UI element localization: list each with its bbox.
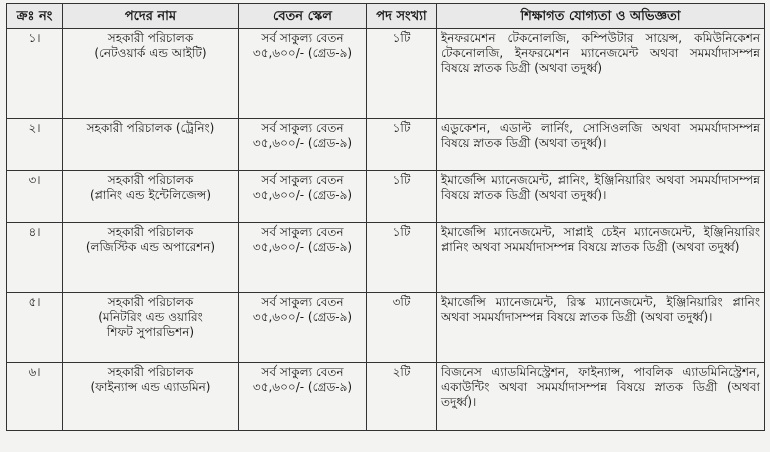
header-serial: ক্রঃ নং [7,4,63,29]
table-row [7,29,765,119]
pay-scale-line: সর্ব সাকুল্য বেতন [261,365,344,379]
qualification-cell: বিজনেস এ্যাডমিনিস্ট্রেশন, ফাইন্যান্স, পাবলিক এ্যাডমিনিস্ট্রেশন, একাউন্টিং অথবা সমমর্যাদাসম্পন্ন বিষয়ে স্নাতক ডিগ্রী (অথবা তদুর্ধ্ব)। [437,363,765,431]
pay-scale-line: সর্ব সাকুল্য বেতন [261,225,344,239]
pay-scale-line: সর্ব সাকুল্য বেতন [261,173,344,187]
job-table-container [6,3,764,431]
serial-cell: ৫। [7,293,63,363]
serial-cell: ২। [7,119,63,171]
pay-scale-cell [239,171,367,223]
post-name-line: (লজিস্টিক এন্ড অপারেশন) [85,240,216,254]
post-count-cell: ৩টি [367,293,437,363]
pay-scale-line: সর্ব সাকুল্য বেতন [261,31,344,45]
post-name-cell [63,293,239,363]
post-count-cell: ১টি [367,119,437,171]
post-name-line: সহকারী পরিচালক [107,365,194,379]
qualification-cell: ইমার্জেন্সি ম্যানেজমেন্ট, প্লানিং, ইঞ্জিনিয়ারিং অথবা সমমর্যাদাসম্পন্ন বিষয়ে স্নাতক ডিগ্রী (অথবা তদুর্ধ্ব)। [437,171,765,223]
post-name-line: (মনিটরিং এন্ড ওয়ারিং [98,310,203,324]
post-name-cell [63,119,239,171]
table-row [7,171,765,223]
pay-scale-cell [239,29,367,119]
post-name-line: (প্লানিং এন্ড ইন্টেলিজেন্স) [89,188,211,202]
post-name-line: সহকারী পরিচালক [107,295,194,309]
post-name-line: শিফট সুপারভিশন) [106,325,195,339]
serial-cell: ৪। [7,223,63,293]
header-qualification: শিক্ষাগত যোগ্যতা ও অভিজ্ঞতা [437,4,765,29]
header-post-count: পদ সংখ্যা [367,4,437,29]
post-name-cell [63,223,239,293]
qualification-cell: ইমার্জেন্সি ম্যানেজমেন্ট, সাপ্লাই চেইন ম্যানেজমেন্ট, ইঞ্জিনিয়ারিং প্লানিং অথবা সমমর্যাদাসম্পন্ন বিষয়ে স্নাতক ডিগ্রী (অথবা তদুর্ধ্ব) [437,223,765,293]
pay-scale-line: ৩৫,৬০০/- (গ্রেড-৯) [252,240,353,254]
pay-scale-line: ৩৫,৬০০/- (গ্রেড-৯) [252,136,353,150]
post-name-cell [63,171,239,223]
pay-scale-cell [239,293,367,363]
table-row [7,293,765,363]
table-row [7,119,765,171]
post-name-line: (ফাইন্যান্স এন্ড এ্যাডমিন) [90,380,211,394]
job-circular-table [6,3,765,431]
post-count-cell: ১টি [367,223,437,293]
pay-scale-line: ৩৫,৬০০/- (গ্রেড-৯) [252,310,353,324]
post-name-line: সহকারী পরিচালক [107,31,194,45]
qualification-cell: এডুকেশন, এডাল্ট লার্নিং, সোসিওলজি অথবা সমমর্যাদাসম্পন্ন বিষয়ে স্নাতক ডিগ্রী (অথবা তদুর্ধ্ব)। [437,119,765,171]
post-count-cell: ২টি [367,363,437,431]
pay-scale-cell [239,363,367,431]
table-header-row [7,4,765,29]
pay-scale-line: ৩৫,৬০০/- (গ্রেড-৯) [252,46,353,60]
qualification-cell: ইমার্জেন্সি ম্যানেজমেন্ট, রিস্ক ম্যানেজমেন্ট, ইঞ্জিনিয়ারিং প্লানিং অথবা সমমর্যাদাসম্পন্ন বিষয়ে স্নাতক ডিগ্রী (অথবা তদুর্ধ্ব)। [437,293,765,363]
post-name-line: সহকারী পরিচালক [107,173,194,187]
post-name-line: সহকারী পরিচালক (ট্রেনিং) [86,121,215,135]
post-name-cell [63,29,239,119]
post-count-cell: ১টি [367,29,437,119]
post-count-cell: ১টি [367,171,437,223]
table-row [7,223,765,293]
post-name-line: (নেটওয়ার্ক এন্ড আইটি) [94,46,207,60]
table-row [7,363,765,431]
qualification-cell: ইনফরমেশন টেকনোলজি, কম্পিউটার সায়েন্স, কমিউনিকেশন টেকনোলজি, ইনফরমেশন ম্যানেজমেন্ট অথবা সমমর্যাদাসম্পন্ন বিষয়ে স্নাতক ডিগ্রী (অথবা তদুর্ধ্ব) [437,29,765,119]
pay-scale-cell [239,119,367,171]
pay-scale-cell [239,223,367,293]
serial-cell: ৬। [7,363,63,431]
serial-cell: ৩। [7,171,63,223]
post-name-line: সহকারী পরিচালক [107,225,194,239]
pay-scale-line: সর্ব সাকুল্য বেতন [261,295,344,309]
pay-scale-line: ৩৫,৬০০/- (গ্রেড-৯) [252,188,353,202]
pay-scale-line: ৩৫,৬০০/- (গ্রেড-৯) [252,380,353,394]
serial-cell: ১। [7,29,63,119]
header-post-name: পদের নাম [63,4,239,29]
pay-scale-line: সর্ব সাকুল্য বেতন [261,121,344,135]
post-name-cell [63,363,239,431]
header-pay-scale: বেতন স্কেল [239,4,367,29]
